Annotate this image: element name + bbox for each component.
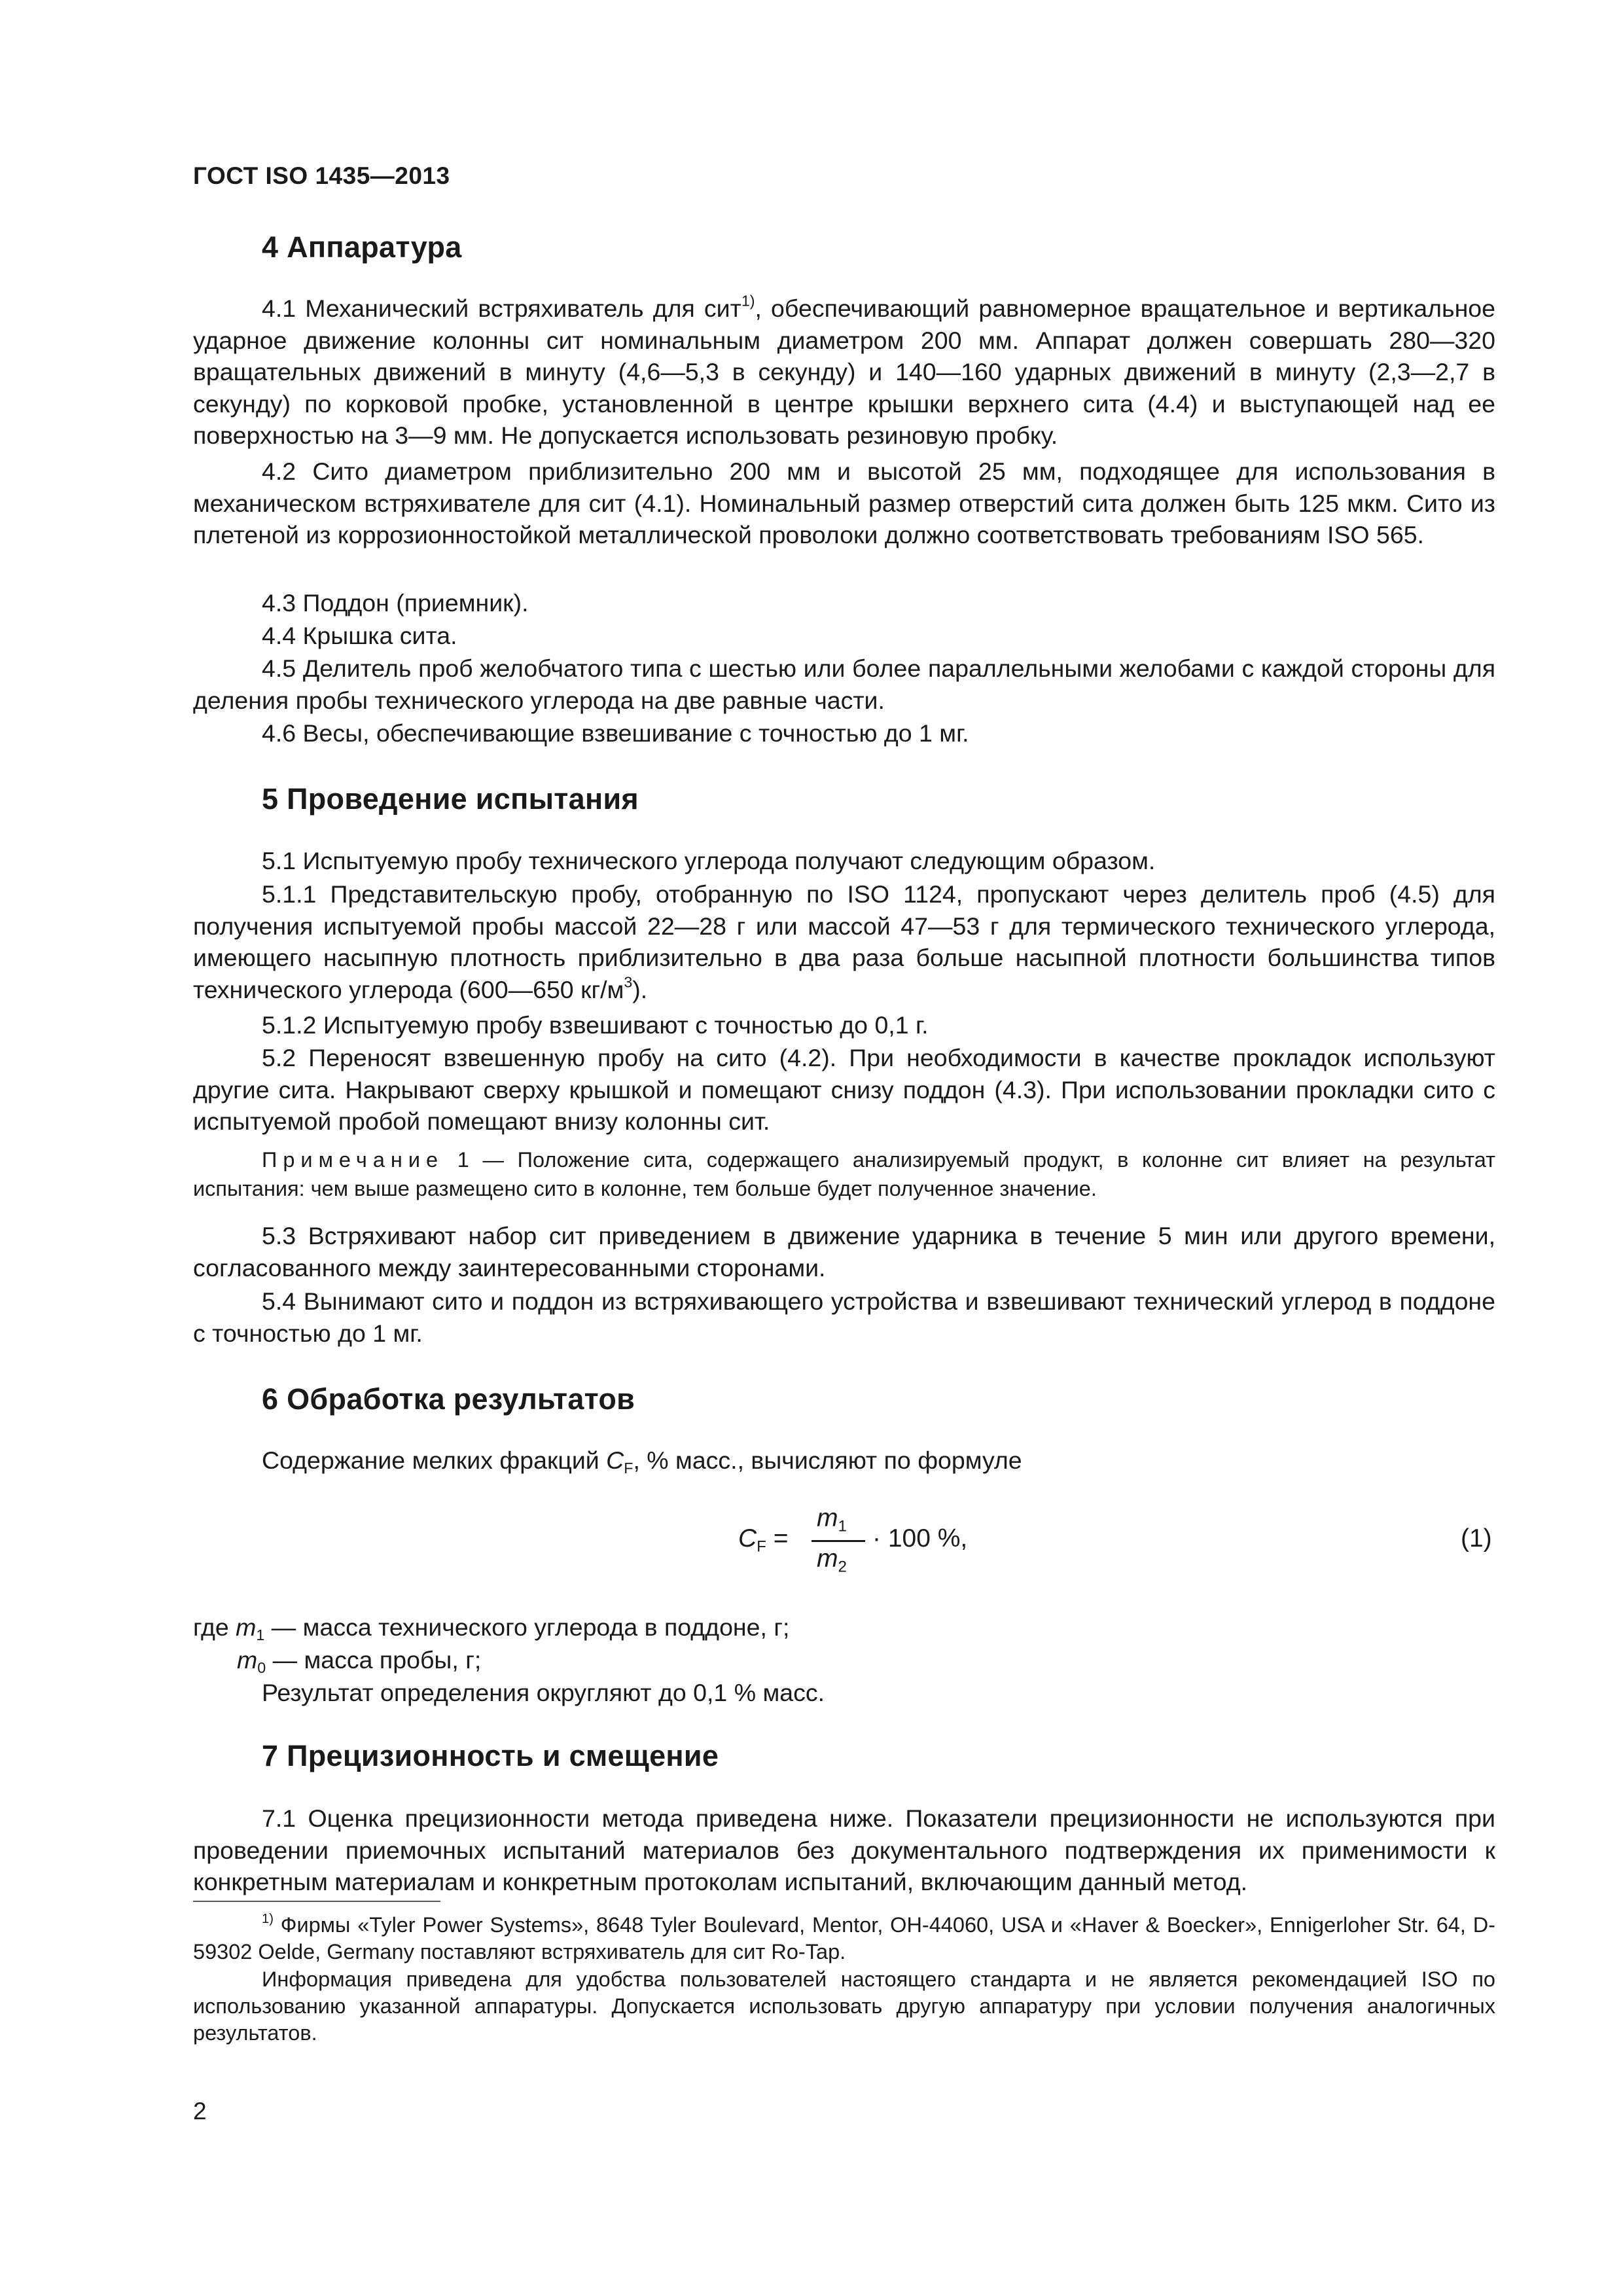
where-m0-var: m [237,1646,258,1674]
paragraph-5-1-1-a: 5.1.1 Представительскую пробу, отобранную по ISO 1124, пропускают через делитель проб (4.5) для получения испытуемой пробы массой 22—28 г или массой 47—53 г для термического технического углерода, имеющего насыпную плотность приблизительно в два раза больше насыпной плотности большинства типов технического углерода (600—650 кг/м [193,880,1495,1003]
where-m1-var: m [236,1613,257,1641]
superscript-3: 3 [624,973,633,991]
subscript-f: F [624,1459,633,1477]
paragraph-4-6: 4.6 Весы, обеспечивающие взвешивание с точностью до 1 мг. [262,719,969,747]
where-m0-text: — масса пробы, г; [266,1646,482,1674]
formula-lhs-var: C [738,1524,757,1552]
note-1 [193,1145,1495,1203]
formula-number: (1) [1461,1524,1492,1552]
footnote-mark: 1) [262,1911,274,1926]
footnote-1 [193,1912,1495,1965]
paragraph-4-1-a: 4.1 Механический встряхиватель для сит [262,295,741,322]
document-header: ГОСТ ISO 1435—2013 [193,162,450,189]
section-5-title: 5 Проведение испытания [262,782,639,816]
paragraph-5-3: 5.3 Встряхивают набор сит приведением в движение ударника в течение 5 мин или другого времени, согласованного между заинтересованными сторонами. [193,1222,1495,1282]
formula-intro-a: Содержание мелких фракций [262,1446,607,1474]
formula-lhs-sub: F [757,1537,766,1556]
paragraph-5-4: 5.4 Вынимают сито и поддон из встряхивающего устройства и взвешивают технический углерод в поддоне с точностью до 1 мг. [193,1287,1495,1347]
note-text: 1 — Положение сита, содержащего анализируемый продукт, в колонне сит влияет на результат испытания: чем выше размещено сито в колонне, тем больше будет полученное значение. [193,1148,1495,1200]
where-m1 [193,1611,789,1643]
footnote-ref-1: 1) [741,292,755,310]
where-m1-text: — масса технического углерода в поддоне, г; [264,1613,790,1641]
footnote-separator [193,1901,440,1902]
paragraph-7-1: 7.1 Оценка прецизионности метода приведена ниже. Показатели прецизионности не используются при проведении приемочных испытаний материалов без документального подтверждения их применимости к конкретным материалам и конкретным протоколам испытаний, включающим данный метод. [193,1804,1495,1895]
where-lead: где [193,1613,236,1641]
footnote-1-text: Фирмы «Tyler Power Systems», 8648 Tyler Boulevard, Mentor, OH-44060, USA и «Haver & Boecker», Ennigerloher Str. 64, D-59302 Oelde, Germany поставляют встряхиватель для сит Ro-Tap. [193,1913,1495,1964]
formula-denominator [817,1545,847,1576]
note-label: Примечание [262,1148,444,1172]
paragraph-5-2: 5.2 Переносят взвешенную пробу на сито (4.2). При необходимости в качестве прокладок используют другие сита. Накрывают сверху крышкой и помещают снизу поддон (4.3). При использовании прокладки сито с испытуемой пробой помещают внизу колонны сит. [193,1044,1495,1135]
page-number: 2 [193,2098,207,2125]
numerator-sub: 1 [838,1517,847,1535]
paragraph-4-5: 4.5 Делитель проб желобчатого типа с шестью или более параллельными желобами с каждой стороны для деления пробы технического углерода на две равные части. [193,655,1495,714]
where-m0-sub: 0 [257,1659,266,1676]
paragraph-4-3: 4.3 Поддон (приемник). [262,589,529,617]
section-6-title: 6 Обработка результатов [262,1382,635,1416]
formula-1 [738,1504,1052,1583]
paragraph-5-1-1 [193,878,1495,1005]
where-m1-sub: 1 [256,1626,265,1643]
result-rounding: Результат определения округляют до 0,1 % масс. [262,1679,825,1706]
fraction-bar [812,1540,865,1542]
paragraph-4-1 [193,293,1495,452]
formula-lhs [738,1524,789,1556]
paragraph-4-2: 4.2 Сито диаметром приблизительно 200 мм и высотой 25 мм, подходящее для использования в механическом встряхивателе для сит (4.1). Номинальный размер отверстий сита должен быть 125 мкм. Сито из плетеной из коррозионностойкой металлической проволоки должно соответствовать требованиям ISO 565. [193,457,1495,548]
numerator-var: m [817,1504,838,1532]
paragraph-4-4: 4.4 Крышка сита. [262,622,457,649]
denominator-var: m [817,1545,838,1573]
paragraph-5-1-2: 5.1.2 Испытуемую пробу взвешивают с точностью до 0,1 г. [262,1011,929,1039]
variable-c: C [606,1446,624,1474]
formula-equals: = [766,1524,789,1552]
section-7-title: 7 Прецизионность и смещение [262,1739,719,1772]
where-m0 [237,1644,481,1676]
section-4-title: 4 Аппаратура [262,230,462,264]
formula-rhs: · 100 %, [872,1524,968,1552]
formula-numerator [817,1504,847,1533]
formula-intro-b: , % масс., вычисляют по формуле [633,1446,1022,1474]
paragraph-4-1-b: , обеспечивающий равномерное вращательное и вертикальное ударное движение колонны сит номинальным диаметром 200 мм. Аппарат должен совершать 280—320 вращательных движений в минуту (4,6—5,3 в секунду) и 140—160 ударных движений в минуту (2,3—2,7 в секунду) по корковой пробке, установленной в центре крышки верхнего сита (4.4) и выступающей над ее поверхностью на 3—9 мм. Не допускается использовать резиновую пробку. [193,295,1495,449]
formula-intro [262,1444,1495,1477]
paragraph-5-1-1-b: ). [632,975,648,1003]
paragraph-5-1: 5.1 Испытуемую пробу технического углерода получают следующим образом. [262,847,1156,874]
footnote-info: Информация приведена для удобства пользователей настоящего стандарта и не является рекомендацией ISO по использованию указанной аппаратуры. Допускается использовать другую аппаратуру при условии получения аналогичных результатов. [193,1967,1495,2045]
denominator-sub: 2 [838,1558,847,1576]
